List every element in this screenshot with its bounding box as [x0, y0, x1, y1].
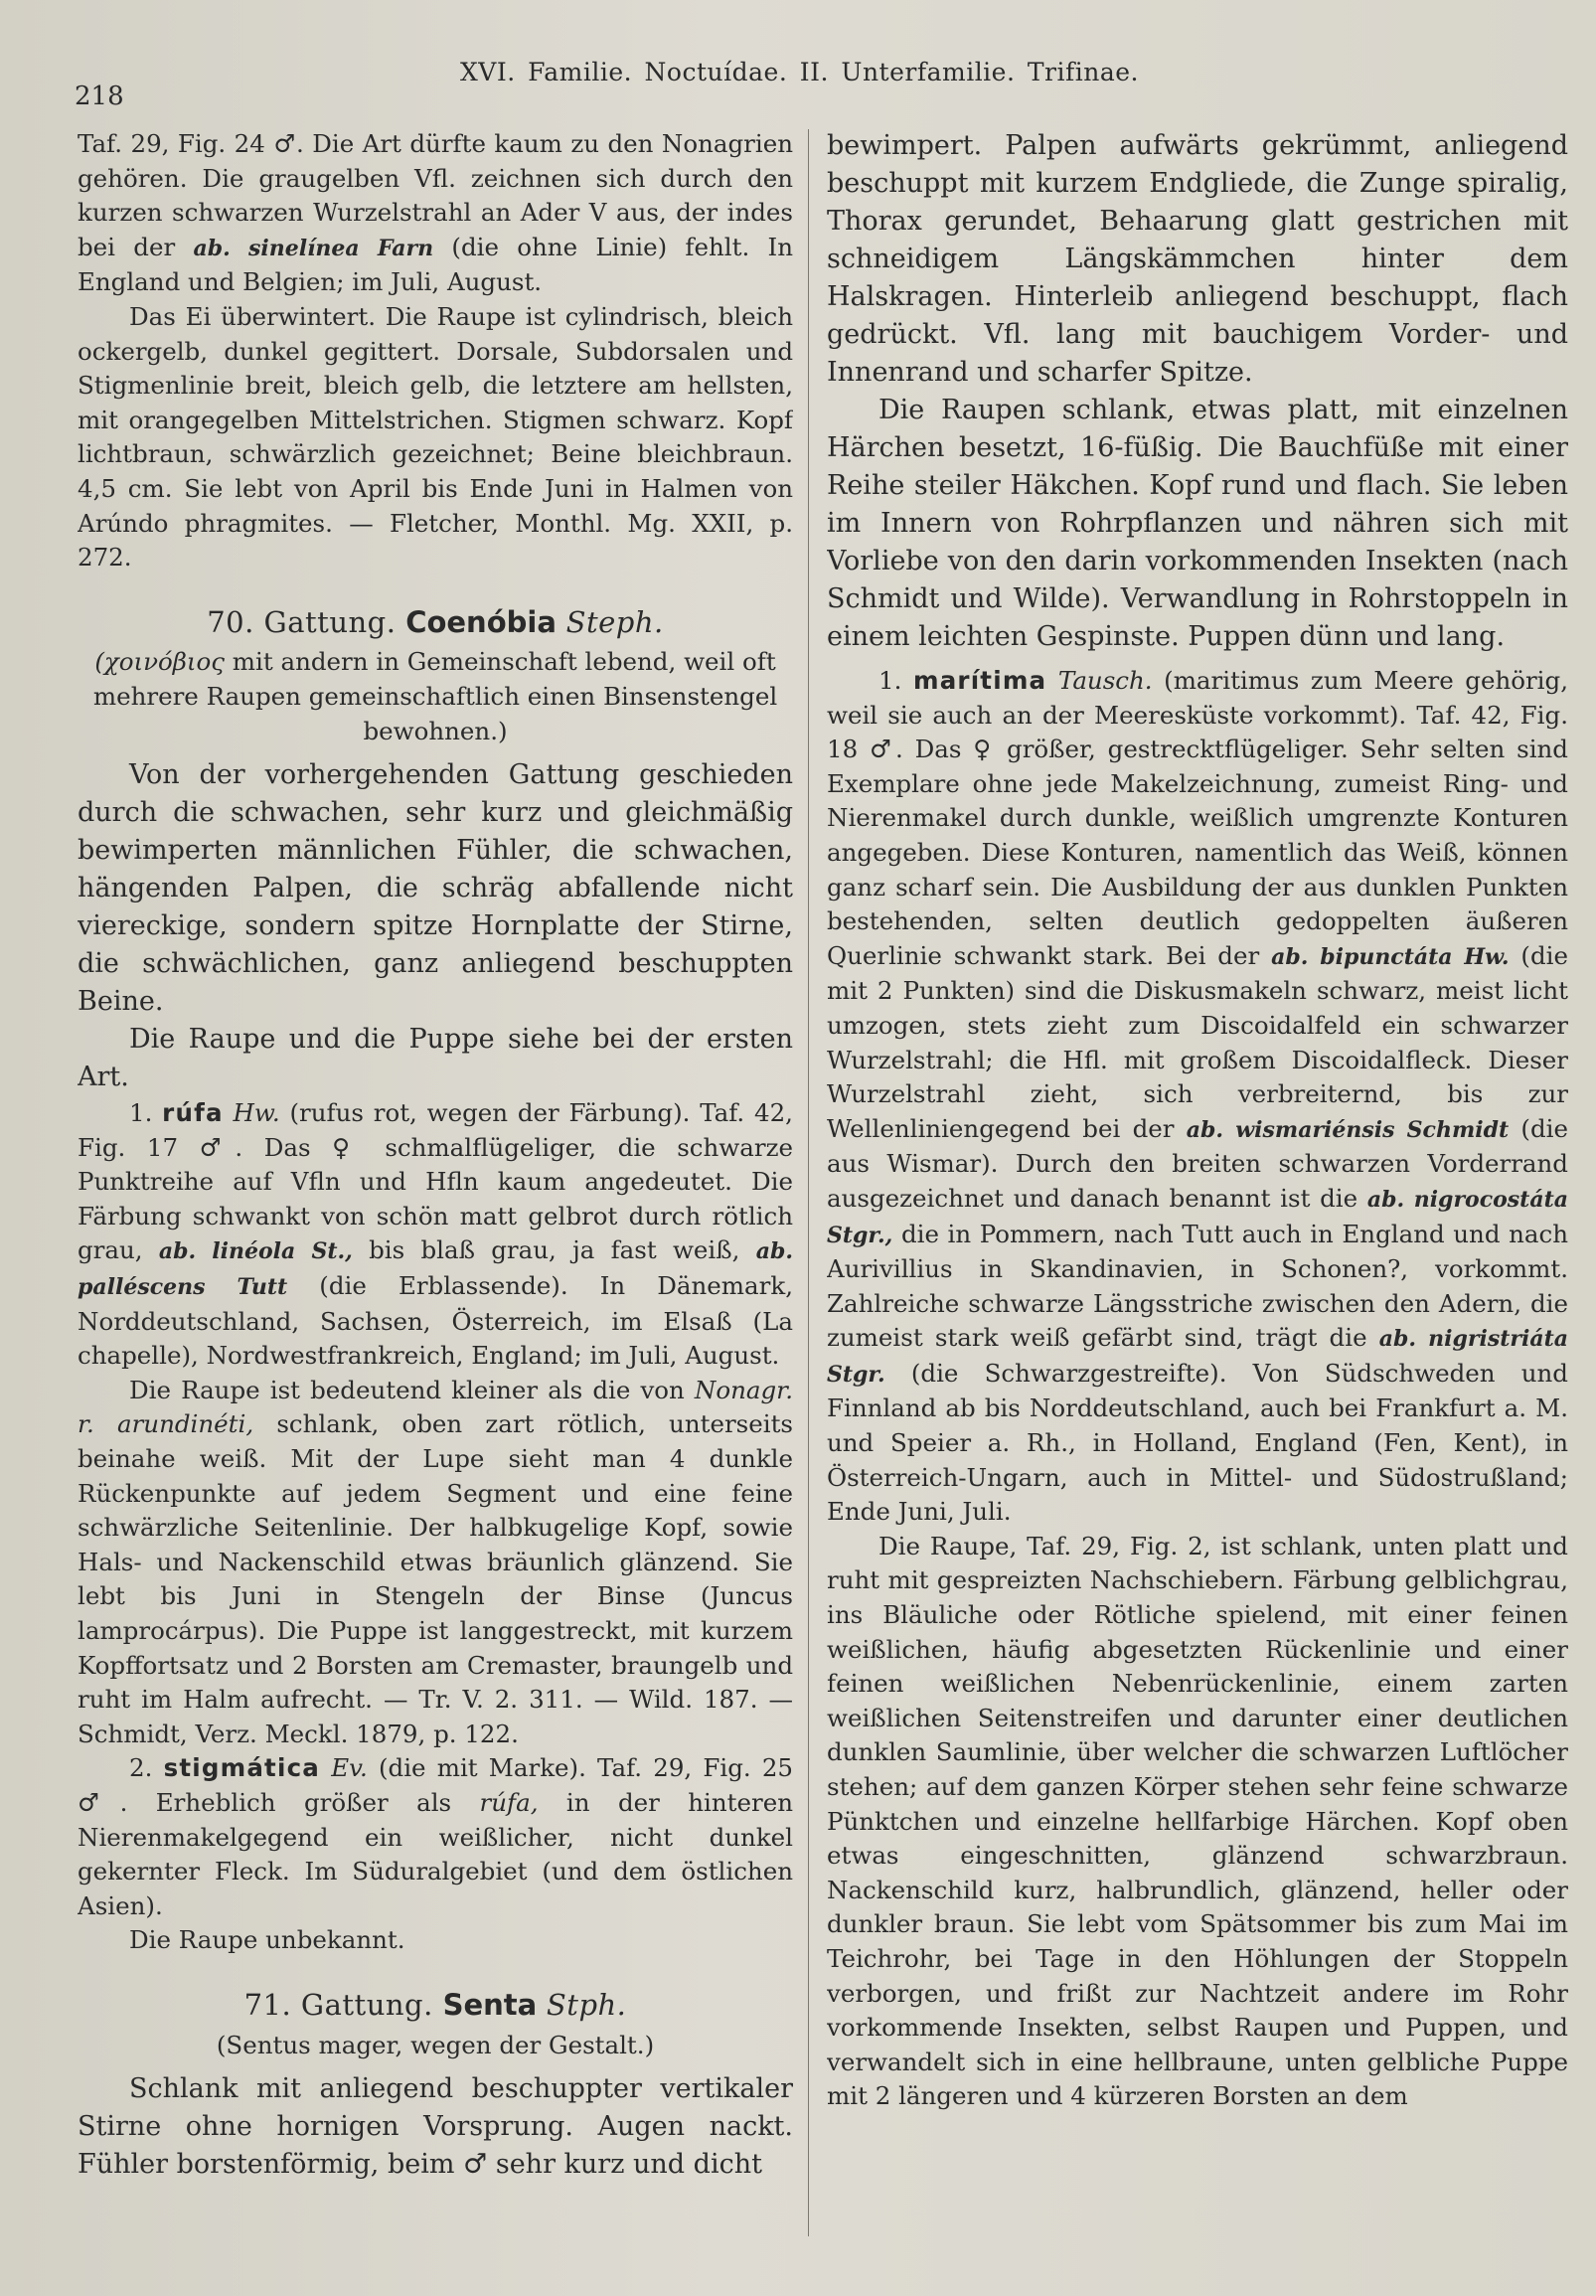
right-column — [827, 127, 1568, 2234]
species-entry: 1. marítima Tausch. (maritimus zum Meere gehörig, weil sie auch an der Meeresküste vorkommt). Taf. 42, Fig. 18 ♂. Das ♀ größer, gestrecktflügeliger. Sehr selten sind Exemplare ohne jede Makelzeichnung, zumeist Ring- und Nierenmakel durch dunkle, weißlich umgrenzte Konturen angegeben. Diese Konturen, namentlich das Weiß, können ganz scharf sein. Die Ausbildung der aus dunklen Punkten bestehenden, selten deutlich gedoppelten äußeren Querlinie schwankt stark. Bei der ab. bipunctáta Hw. (die mit 2 Punkten) sind die Diskusmakeln schwarz, meist licht umzogen, stets zieht zum Discoidalfeld ein schwarzer Wurzelstrahl; die Hfl. mit großem Discoidalfleck. Dieser Wurzelstrahl zieht, sich verbreiternd, bis zur Wellenliniengegend bei der ab. wismariénsis Schmidt (die aus Wismar). Durch den breiten schwarzen Vorderrand ausgezeichnet und danach benannt ist die ab. nigrocostáta Stgr., die in Pommern, nach Tutt auch in England und nach Aurivillius in Skandinavien, in Schonen?, vorkommt. Zahlreiche schwarze Längsstriche zwischen den Adern, die zumeist stark weiß gefärbt sind, trägt die ab. nigristriáta Stgr. (die Schwarzgestreifte). Von Südschweden und Finnland ab bis Norddeutschland, auch bei Frankfurt a. M. und Speier a. Rh., in Holland, England (Fen, Kent), in Österreich-Ungarn, auch in Mittel- und Südostrußland; Ende Juni, Juli. — [827, 666, 1568, 1527]
species-entry: 2. stigmática Ev. (die mit Marke). Taf. 29, Fig. 25 ♂. Erheblich größer als rúfa, in der hinteren Nierenmakelgegend ein weißlicher, nicht dunkel gekernter Fleck. Im Süduralgebiet (und dem östlichen Asien). — [78, 1753, 793, 1920]
genus-heading: 70. Gattung. Coenóbia Steph. — [207, 604, 664, 639]
etymology: (χοινόβιος mit andern in Gemeinschaft lebend, weil oft mehrere Raupen gemeinschaftlich einen Binsenstengel bewohnen.) — [92, 647, 778, 745]
paragraph: Die Raupen schlank, etwas platt, mit einzelnen Härchen besetzt, 16-füßig. Die Bauchfüße mit einer Reihe steiler Häkchen. Kopf rund und flach. Sie leben im Innern von Rohrpflanzen und nähren sich mit Vorliebe von den darin vorkommenden Insekten (nach Schmidt und Wilde). Verwandlung in Rohrstoppeln in einem leichten Gespinste. Puppen dünn und lang. — [827, 395, 1568, 652]
paragraph: Die Raupe ist bedeutend kleiner als die von Nonagr. r. arundinéti, schlank, oben zart rötlich, unterseits beinahe weiß. Mit der Lupe sieht man 4 dunkle Rückenpunkte auf jedem Segment und eine feine schwärzliche Seitenlinie. Der halbkugelige Kopf, sowie Hals- und Nackenschild etwas bräunlich glänzend. Sie lebt bis Juni in Stengeln der Binse (Juncus lamprocárpus). Die Puppe ist langgestreckt, mit kurzem Kopffortsatz und 2 Borsten am Cremaster, braungelb und ruht im Halm aufrecht. — Tr. V. 2. 311. — Wild. 187. — Schmidt, Verz. Meckl. 1879, p. 122. — [78, 1375, 793, 1748]
left-column — [78, 127, 793, 2234]
genus-heading: 71. Gattung. Senta Stph. — [243, 1987, 627, 2022]
paragraph: Taf. 29, Fig. 24 ♂. Die Art dürfte kaum zu den Nonagrien gehören. Die graugelben Vfl. zeichnen sich durch den kurzen schwarzen Wurzelstrahl an Ader V aus, der indes bei der ab. sinelínea Farn (die ohne Linie) fehlt. In England und Belgien; im Juli, August. — [78, 129, 793, 297]
paragraph: bewimpert. Palpen aufwärts gekrümmt, anliegend beschuppt mit kurzem Endgliede, die Zunge spiralig, Thorax gerundet, Behaarung glatt gestrichen mit schneidigem Längskämmchen hinter dem Halskragen. Hinterleib anliegend beschuppt, flach gedrückt. Vfl. lang mit bauchigem Vorder- und Innenrand und scharfer Spitze. — [827, 130, 1568, 388]
running-head: XVI. Familie. Noctuídae. II. Unterfamilie. Trifinae. — [460, 58, 1139, 86]
page-header — [75, 58, 1565, 111]
etymology: (Sentus mager, wegen der Gestalt.) — [216, 2030, 655, 2059]
paragraph: Die Raupe, Taf. 29, Fig. 2, ist schlank, unten platt und ruht mit gespreizten Nachschiebern. Färbung gelblichgrau, ins Bläuliche oder Rötliche spielend, mit einer feinen weißlichen, häufig abgesetzten Rückenlinie und einer feinen weißlichen Nebenrückenlinie, einem zarten weißlichen Seitenstreifen und darunter einer deutlichen dunklen Saumlinie, über welcher die schwarzen Luftlöcher stehen; auf dem ganzen Körper stehen sehr feine schwarze Pünktchen und einzelne hellfarbige Härchen. Kopf oben etwas eingeschnitten, glänzend schwarzbraun. Nackenschild kurz, halbrundlich, glänzend, heller oder dunkler braun. Sie lebt vom Spätsommer bis zum Mai im Teichrohr, bei Tage in den Höhlungen der Stoppeln verborgen, und frißt zur Nachtzeit andere im Rohr vorkommende Insekten, selbst Raupen und Puppen, und verwandelt sich in eine hellbraune, unten gelbliche Puppe mit 2 längeren und 4 kürzeren Borsten an dem — [827, 1531, 1568, 2111]
paragraph: Die Raupe und die Puppe siehe bei der ersten Art. — [78, 1024, 793, 1093]
paragraph: Die Raupe unbekannt. — [129, 1925, 405, 1955]
page-number: 218 — [75, 82, 124, 111]
species-entry: 1. rúfa Hw. (rufus rot, wegen der Färbung). Taf. 42, Fig. 17 ♂. Das ♀ schmalflügeliger, die schwarze Punktreihe auf Vfln und Hfln kaum angedeutet. Die Färbung schwankt von schön matt gelbrot durch rötlich grau, ab. linéola St., bis blaß grau, ja fast weiß, ab. palléscens Tutt (die Erblassende). In Dänemark, Norddeutschland, Sachsen, Österreich, im Elsaß (La chapelle), Nordwestfrankreich, England; im Juli, August. — [78, 1098, 793, 1371]
paragraph: Schlank mit anliegend beschuppter vertikaler Stirne ohne hornigen Vorsprung. Augen nackt. Fühler borstenförmig, beim ♂ sehr kurz und dicht — [78, 2073, 793, 2181]
paragraph: Das Ei überwintert. Die Raupe ist cylindrisch, bleich ockergelb, dunkel gegittert. Dorsale, Subdorsalen und Stigmenlinie breit, bleich gelb, die letztere am hellsten, mit orangegelben Mittelstrichen. Stigmen schwarz. Kopf lichtbraun, schwärzlich gezeichnet; Beine bleichbraun. 4,5 cm. Sie lebt von April bis Ende Juni in Halmen von Arúndo phragmites. — Fletcher, Monthl. Mg. XXII, p. 272. — [78, 301, 793, 573]
paragraph: Von der vorhergehenden Gattung geschieden durch die schwachen, sehr kurz und gleichmäßig bewimperten männlichen Fühler, die schwachen, hängenden Palpen, die schräg abfallende nicht viereckige, sondern spitze Hornplatte der Stirne, die schwächlichen, ganz anliegend beschuppten Beine. — [78, 759, 793, 1018]
column-divider — [808, 129, 809, 2236]
